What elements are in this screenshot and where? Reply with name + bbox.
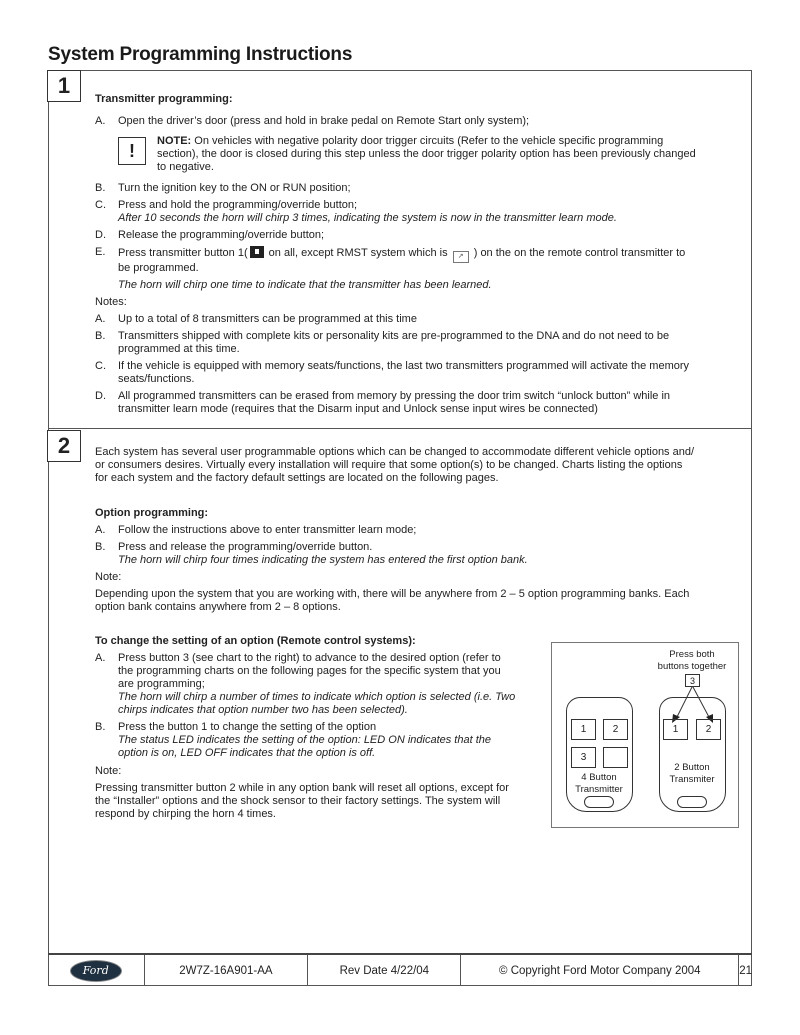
keyring-slot: [677, 796, 707, 808]
section-number-2: 2: [47, 430, 81, 462]
note-letter: B.: [95, 330, 106, 342]
step-result: chirps indicates that option number two has been selected).: [118, 704, 408, 716]
step-result: option is on, LED OFF indicates that the option is off.: [118, 747, 376, 759]
step-text: Follow the instructions above to enter transmitter learn mode;: [118, 524, 417, 536]
step-letter: A.: [95, 524, 106, 536]
fob-button: 2: [696, 719, 721, 740]
fob-button: 1: [663, 719, 688, 740]
section-number-1: 1: [47, 70, 81, 102]
page-number: 21: [739, 964, 752, 977]
step-text-part: ) on the on the remote control transmitter to: [473, 247, 686, 259]
rev-date: Rev Date 4/22/04: [308, 955, 461, 986]
step-letter: B.: [95, 541, 106, 553]
fob-label-line: Transmiter: [669, 774, 715, 785]
part-number: 2W7Z-16A901-AA: [145, 955, 309, 986]
note-item-text: seats/functions.: [118, 373, 195, 385]
four-button-transmitter: [566, 697, 633, 812]
page-title: System Programming Instructions: [48, 44, 353, 65]
fob-label-line: Transmitter: [575, 784, 623, 795]
step-text: Press and hold the programming/override button;: [118, 199, 358, 211]
ford-logo: Ford: [70, 960, 122, 982]
note-line: Depending upon the system that you are working with, there will be anywhere from 2 – 5 option programming banks. Each: [95, 588, 690, 600]
note-line: the “Installer” options and the shock sensor to their factory settings. The system will: [95, 795, 501, 807]
step-text-part: Press transmitter button 1(: [118, 247, 248, 259]
step-text: [118, 246, 685, 263]
two-button-transmitter: [659, 697, 726, 812]
section-divider: [48, 428, 752, 429]
fob-label: [567, 772, 631, 796]
note-text: On vehicles with negative polarity door trigger circuits (Refer to the vehicle specific programming: [194, 135, 664, 147]
step-result: The horn will chirp four times indicating the system has entered the first option bank.: [118, 554, 528, 566]
step-text: Press and release the programming/override button.: [118, 541, 373, 553]
step-letter: B.: [95, 182, 106, 194]
fob-label-line: 4 Button: [581, 772, 617, 783]
intro-line: Each system has several user programmable options which can be changed to accommodate different vehicle options and/: [95, 446, 695, 458]
note-item-text: All programmed transmitters can be erased from memory by pressing the door trim switch “unlock button” while in: [118, 390, 671, 402]
note-item-text: transmitter learn mode (requires that the Disarm input and Unlock sense input wires be connected): [118, 403, 598, 415]
note-line: Pressing transmitter button 2 while in any option bank will reset all options, except for: [95, 782, 509, 794]
step-letter: A.: [95, 115, 106, 127]
step-text: Turn the ignition key to the ON or RUN position;: [118, 182, 351, 194]
step-letter: A.: [95, 652, 106, 664]
notes-label: Notes:: [95, 296, 127, 308]
note-letter: C.: [95, 360, 106, 372]
step-text: Release the programming/override button;: [118, 229, 325, 241]
step-result: The horn will chirp one time to indicate that the transmitter has been learned.: [118, 279, 492, 291]
step-text: Press the button 1 to change the setting of the option: [118, 721, 377, 733]
page-footer: [48, 953, 752, 986]
transmitter-diagram: [551, 642, 739, 828]
remote-start-icon: ↗: [453, 251, 469, 263]
note-item-text: If the vehicle is equipped with memory seats/functions, the last two transmitters programmed will activate the memory: [118, 360, 690, 372]
note-item-text: Up to a total of 8 transmitters can be programmed at this time: [118, 313, 417, 325]
fob-button: 1: [571, 719, 596, 740]
note-letter: D.: [95, 390, 106, 402]
copyright: © Copyright Ford Motor Company 2004: [461, 955, 739, 986]
step-text: Press button 3 (see chart to the right) to advance to the desired option (refer to: [118, 652, 501, 664]
fob-button: [603, 747, 628, 768]
note-line: section), the door is closed during this step unless the door trigger polarity option has been previously changed: [157, 148, 696, 160]
fob-button: 2: [603, 719, 628, 740]
step-letter: C.: [95, 199, 106, 211]
note-label: Note:: [95, 765, 122, 777]
note-letter: A.: [95, 313, 106, 325]
step-result: After 10 seconds the horn will chirp 3 times, indicating the system is now in the transmitter learn mode.: [118, 212, 617, 224]
note-line: to negative.: [157, 161, 214, 173]
footer-logo-cell: [48, 955, 145, 986]
lock-icon: [250, 246, 264, 258]
step-text: the programming charts on the following pages for the specific system that you: [118, 665, 501, 677]
fob-button: 3: [571, 747, 596, 768]
press-both-line: buttons together: [657, 661, 727, 672]
change-heading: To change the setting of an option (Remote control systems):: [95, 635, 416, 647]
note-line: option bank contains anywhere from 2 – 8 options.: [95, 601, 341, 613]
step-result: The horn will chirp a number of times to indicate which option is selected (i.e. Two: [118, 691, 516, 703]
step-text-part: on all, except RMST system which is: [268, 247, 448, 259]
intro-line: for each system and the factory default settings are located on the following pages.: [95, 472, 499, 484]
section1-heading: Transmitter programming:: [95, 93, 233, 105]
press-both-line: Press both: [669, 649, 715, 660]
combo-button-3: 3: [685, 674, 700, 687]
step-text: Open the driver’s door (press and hold in brake pedal on Remote Start only system);: [118, 115, 530, 127]
step-letter: E.: [95, 246, 106, 258]
exclamation-icon: !: [118, 137, 146, 165]
note-label: NOTE:: [157, 135, 192, 147]
note-label: Note:: [95, 571, 122, 583]
fob-label-line: 2 Button: [674, 762, 710, 773]
step-result: The status LED indicates the setting of the option: LED ON indicates that the: [118, 734, 491, 746]
note-line: respond by chirping the horn 4 times.: [95, 808, 276, 820]
step-text: be programmed.: [118, 262, 199, 274]
note-item-text: programmed at this time.: [118, 343, 240, 355]
option-heading: Option programming:: [95, 507, 209, 519]
keyring-slot: [584, 796, 614, 808]
fob-label: [660, 762, 724, 786]
note-item-text: Transmitters shipped with complete kits or personality kits are pre-programmed to the DNA and do not need to be: [118, 330, 670, 342]
intro-line: or consumers desires. Virtually every installation will require that some option(s) to be changed. Charts listing the options: [95, 459, 683, 471]
step-letter: D.: [95, 229, 106, 241]
step-letter: B.: [95, 721, 106, 733]
step-text: are programming;: [118, 678, 205, 690]
note-line: [157, 135, 663, 148]
